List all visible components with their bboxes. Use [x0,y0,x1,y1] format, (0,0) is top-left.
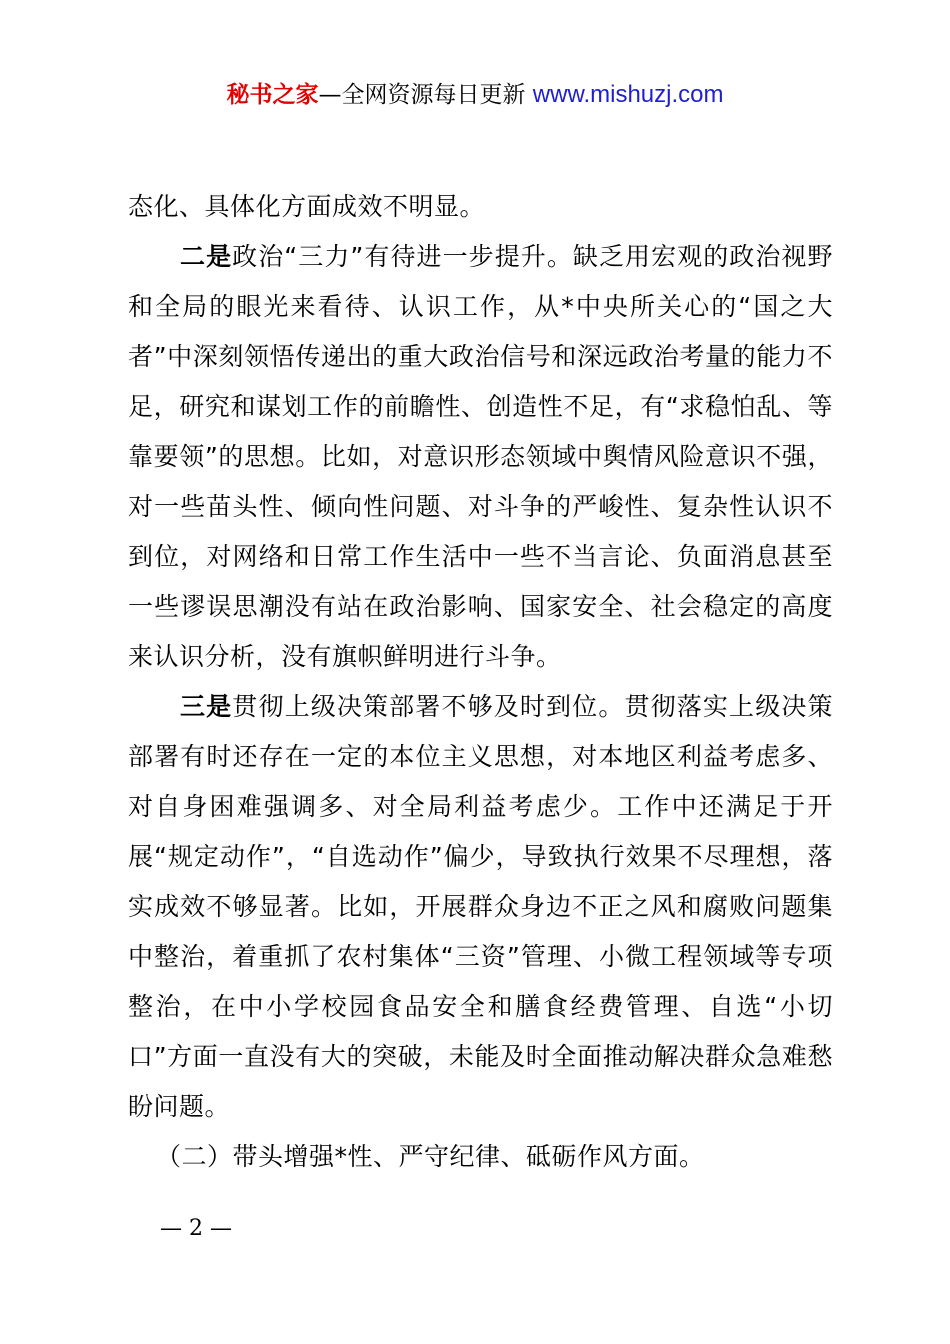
brand-name: 秘书之家 [226,82,319,108]
header-tagline: —全网资源每日更新 [318,82,533,108]
point-two-text: 政治“三力”有待进一步提升。缺乏用宏观的政治视野和全局的眼光来看待、认识工作，从*中央所关心的“国之大者”中深刻领悟传递出的重大政治信号和深远政治考量的能力不足，研究和谋划工作的前瞻性、创造性不足，有“求稳怕乱、等靠要领”的思想。比如，对意识形态领域中舆情风险意识不强，对一些苗头性、倾向性问题、对斗争的严峻性、复杂性认识不到位，对网络和日常工作生活中一些不当言论、负面消息甚至一些谬误思潮没有站在政治影响、国家安全、社会稳定的高度来认识分析，没有旗帜鲜明进行斗争。 [128,242,833,671]
document-body [128,182,833,1182]
paragraph-continuation: 态化、具体化方面成效不明显。 [128,192,486,221]
point-three-text: 贯彻上级决策部署不够及时到位。贯彻落实上级决策部署有时还存在一定的本位主义思想，对本地区利益考虑多、对自身困难强调多、对全局利益考虑少。工作中还满足于开展“规定动作”，“自选动作”偏少，导致执行效果不尽理想，落实成效不够显著。比如，开展群众身边不正之风和腐败问题集中整治，着重抓了农村集体“三资”管理、小微工程领域等专项整治，在中小学校园食品安全和膳食经费管理、自选“小切口”方面一直没有大的突破，未能及时全面推动解决群众急难愁盼问题。 [128,692,833,1121]
page-number: — 2 — [160,1216,232,1241]
point-three-lead: 三是 [180,692,233,721]
site-header [0,78,950,112]
paragraph-point-two [128,232,833,682]
point-two-lead: 二是 [180,242,233,271]
paragraph-point-three [128,682,833,1132]
site-url-link[interactable]: www.mishuzj.com [532,81,724,108]
section-heading: （二）带头增强*性、严守纪律、砥砺作风方面。 [156,1142,705,1171]
